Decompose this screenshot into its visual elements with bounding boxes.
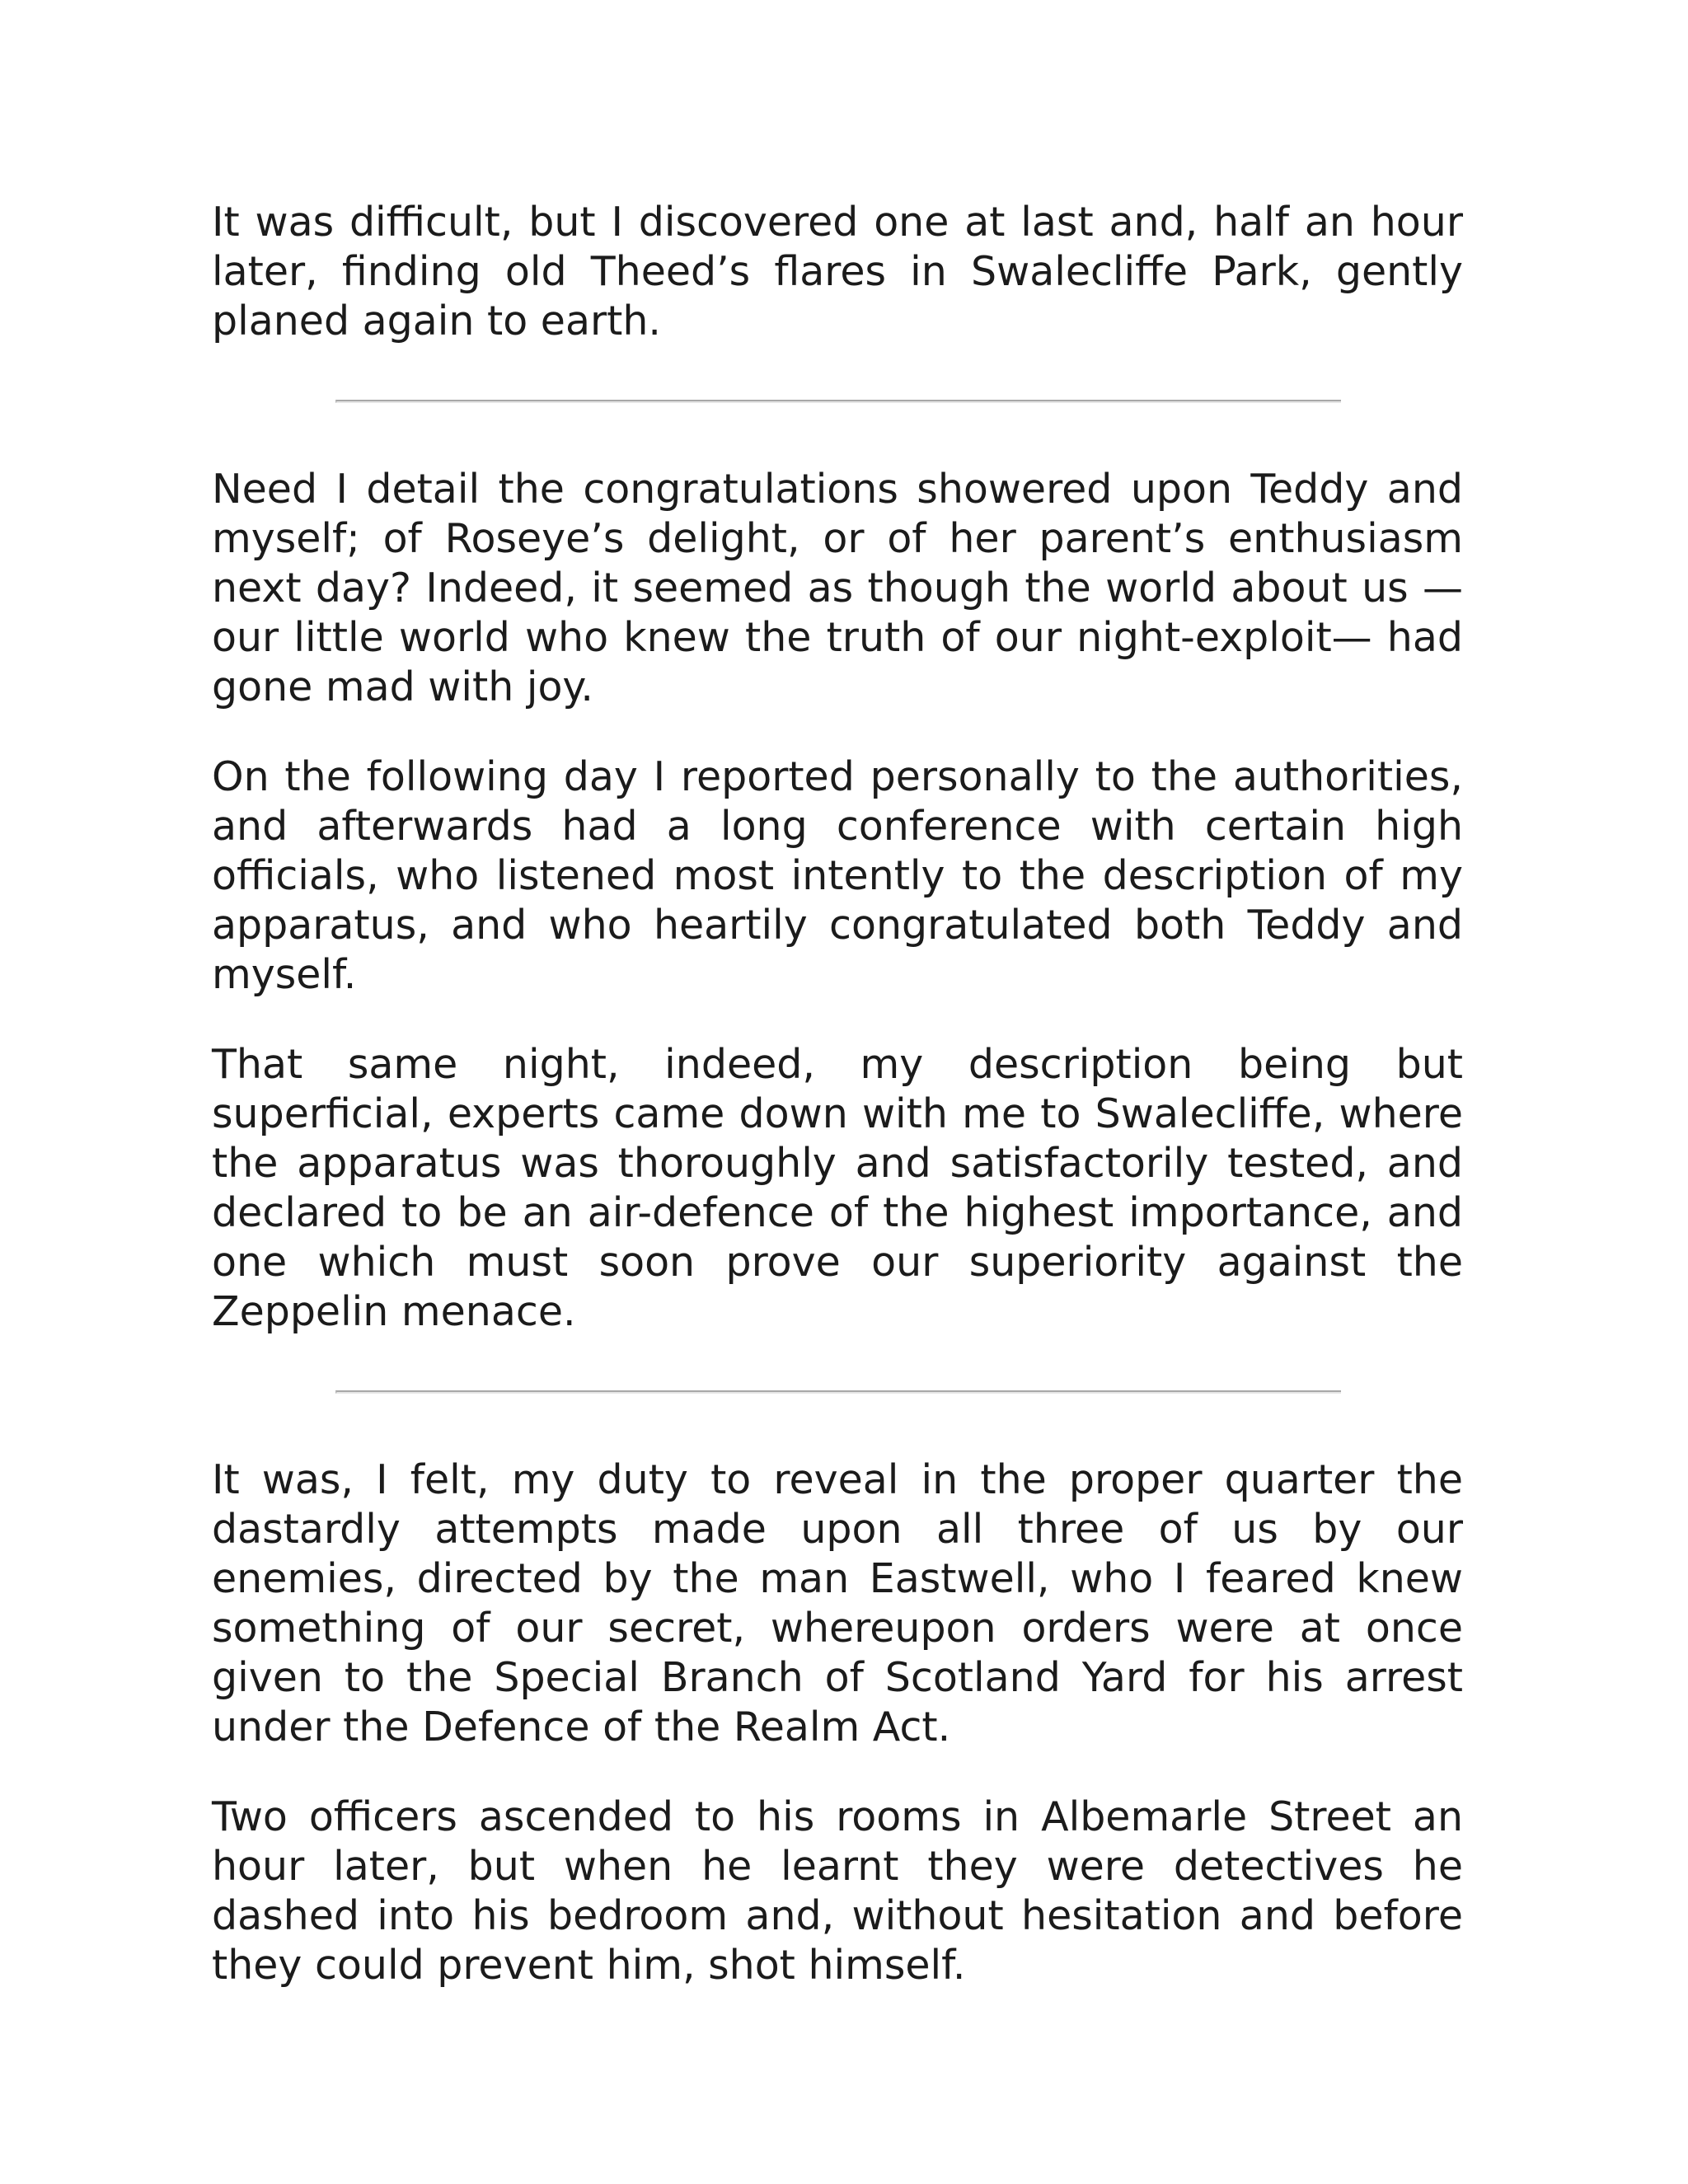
paragraph: It was difficult, but I discovered one at last and, half an hour later, finding old Theed’s flares in Swalecliffe Park, gently planed again to earth.	[212, 199, 1463, 344]
section-divider	[335, 1390, 1341, 1394]
paragraph: That same night, indeed, my description being but superficial, experts came down with me to Swalecliffe, where the apparatus was thoroughly and satisfactorily tested, and declared to be an air-defence of the highest importance, and one which must soon prove our superiority against the Zeppelin menace.	[212, 1041, 1463, 1335]
paragraph: On the following day I reported personally to the authorities, and afterwards had a long conference with certain high officials, who listened most intently to the description of my apparatus, and who heartily congratulated both Teddy and myself.	[212, 753, 1463, 998]
paragraph: Two officers ascended to his rooms in Albemarle Street an hour later, but when he learnt they were detectives he dashed into his bedroom and, without hesitation and before they could prevent him, shot himself.	[212, 1793, 1463, 1989]
document-page	[212, 198, 1463, 1990]
section-divider	[335, 400, 1341, 403]
paragraph: Need I detail the congratulations showered upon Teddy and myself; of Roseye’s delight, or of her parent’s enthusiasm next day? Indeed, it seemed as though the world about us —our little world who knew the truth of our night-exploit— had gone mad with joy.	[212, 466, 1463, 710]
paragraph: It was, I felt, my duty to reveal in the proper quarter the dastardly attempts made upon all three of us by our enemies, directed by the man Eastwell, who I feared knew something of our secret, whereupon orders were at once given to the Special Branch of Scotland Yard for his arrest under the Defence of the Realm Act.	[212, 1456, 1463, 1750]
